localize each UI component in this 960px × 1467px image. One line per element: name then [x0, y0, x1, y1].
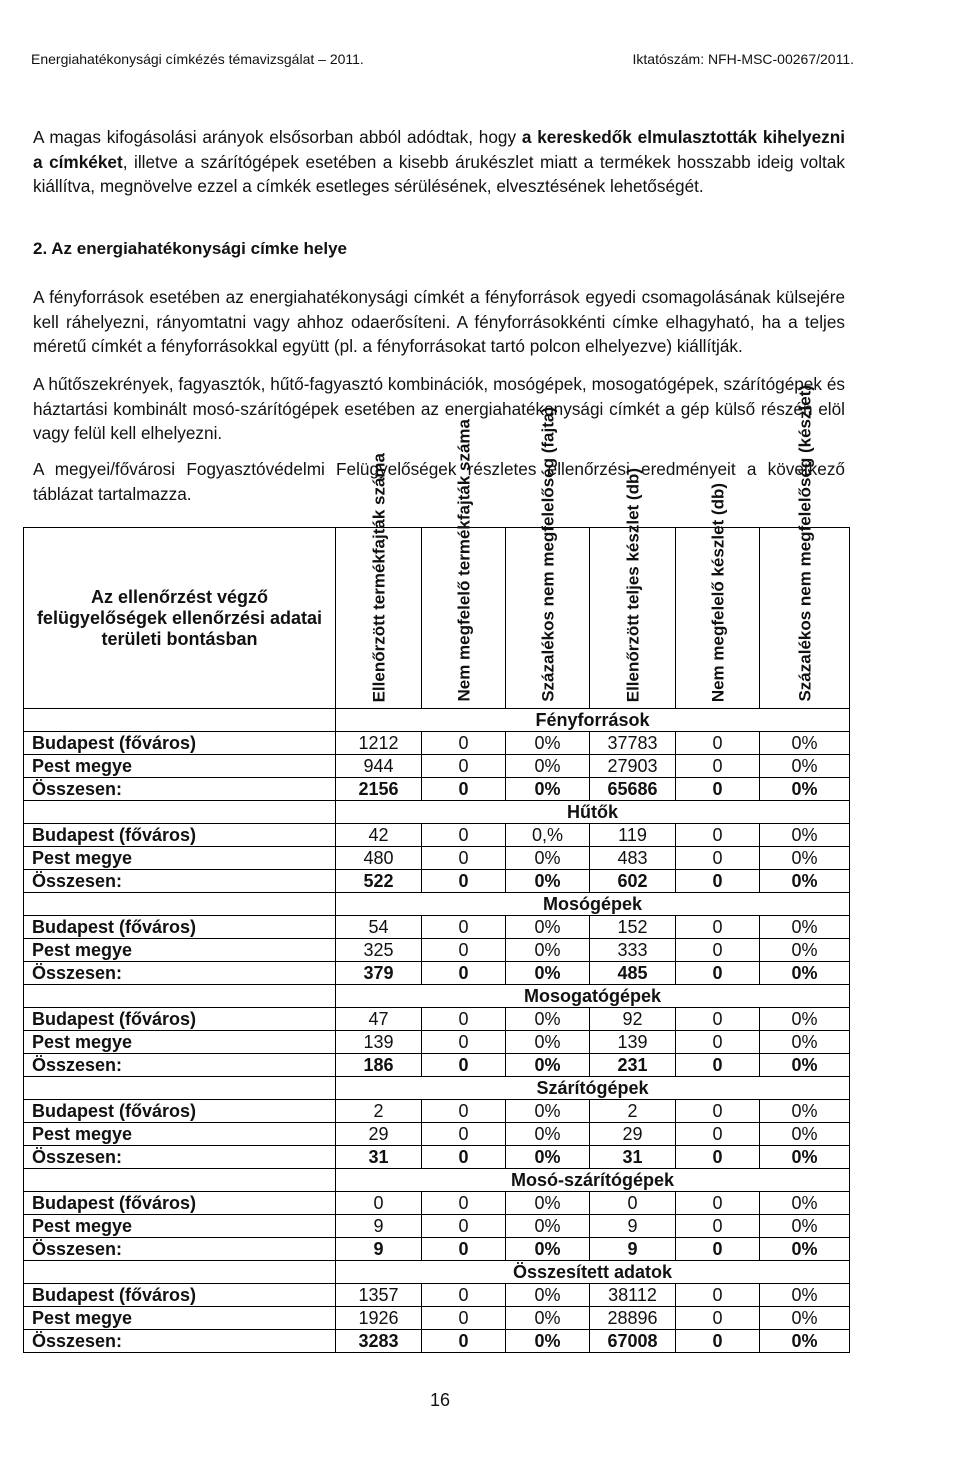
- row-label: Budapest (főváros): [24, 1192, 336, 1215]
- table-cell: 0%: [506, 1146, 590, 1169]
- section-title: Mosó-szárítógépek: [336, 1169, 850, 1192]
- table-cell: 0: [676, 916, 760, 939]
- table-row: [24, 1008, 850, 1031]
- table-row: [24, 916, 850, 939]
- table-row: [24, 847, 850, 870]
- table-cell: 379: [336, 962, 422, 985]
- table-row: [24, 1330, 850, 1353]
- paragraph-intro: [33, 125, 845, 199]
- table-cell: 31: [336, 1146, 422, 1169]
- row-label: Budapest (főváros): [24, 916, 336, 939]
- table-row: [24, 1123, 850, 1146]
- table-cell: 0: [422, 824, 506, 847]
- table-cell: 0: [676, 1284, 760, 1307]
- table-cell: 54: [336, 916, 422, 939]
- table-cell: 0: [422, 1123, 506, 1146]
- table-cell: 0: [590, 1192, 676, 1215]
- table-cell: 9: [336, 1238, 422, 1261]
- table-cell: 0: [676, 939, 760, 962]
- table-cell: 0%: [506, 732, 590, 755]
- row-label: Pest megye: [24, 755, 336, 778]
- table-row: [24, 939, 850, 962]
- table-cell: 0%: [760, 1238, 850, 1261]
- table-cell: 0%: [760, 1123, 850, 1146]
- table-row: [24, 1215, 850, 1238]
- section-title: Mosógépek: [336, 893, 850, 916]
- table-cell: 0%: [760, 1054, 850, 1077]
- table-cell: 0%: [760, 755, 850, 778]
- table-cell: 0%: [506, 1123, 590, 1146]
- column-header: Nem megfelelő készlet (db): [676, 528, 760, 709]
- table-cell: 0%: [506, 1215, 590, 1238]
- section-title: Mosogatógépek: [336, 985, 850, 1008]
- table-cell: 1926: [336, 1307, 422, 1330]
- row-label: Pest megye: [24, 1031, 336, 1054]
- section-title: Összesített adatok: [336, 1261, 850, 1284]
- table-cell: 0: [422, 778, 506, 801]
- table-header-row: [24, 528, 850, 709]
- table-cell: 0: [422, 1008, 506, 1031]
- table-cell: 0: [676, 1146, 760, 1169]
- table-cell: 0: [676, 1100, 760, 1123]
- table-cell: 119: [590, 824, 676, 847]
- table-cell: 9: [336, 1215, 422, 1238]
- table-cell: 0: [676, 1238, 760, 1261]
- section-row: [24, 801, 850, 824]
- table-cell: 37783: [590, 732, 676, 755]
- section-row-blank: [24, 1261, 336, 1284]
- para1-bold: a kereskedők elmulasztották kihelyezni a címkéket: [33, 127, 845, 172]
- section-row: [24, 709, 850, 732]
- section-heading: 2. Az energiahatékonysági címke helye: [33, 239, 348, 258]
- table-cell: 0%: [760, 1031, 850, 1054]
- row-label: Budapest (főváros): [24, 1284, 336, 1307]
- table-cell: 0%: [760, 778, 850, 801]
- table-cell: 0: [676, 962, 760, 985]
- table-cell: 0%: [506, 1100, 590, 1123]
- table-cell: 0%: [506, 1031, 590, 1054]
- row-label: Pest megye: [24, 1307, 336, 1330]
- table-row: [24, 1100, 850, 1123]
- table-row: [24, 1192, 850, 1215]
- table-cell: 0%: [760, 1284, 850, 1307]
- table-cell: 522: [336, 870, 422, 893]
- table-row: [24, 1284, 850, 1307]
- column-header: Ellenőrzött teljes készlet (db): [590, 528, 676, 709]
- table-cell: 0%: [760, 847, 850, 870]
- table-cell: 186: [336, 1054, 422, 1077]
- column-header: Ellenőrzött termékfajták száma: [336, 528, 422, 709]
- table-cell: 0: [422, 1215, 506, 1238]
- table-cell: 0: [676, 1330, 760, 1353]
- table-cell: 0: [676, 778, 760, 801]
- table-cell: 0%: [506, 1330, 590, 1353]
- table-cell: 0: [422, 1146, 506, 1169]
- column-header: Nem megfelelő termékfajták száma: [422, 528, 506, 709]
- row-label: Budapest (főváros): [24, 732, 336, 755]
- table-cell: 0%: [506, 1284, 590, 1307]
- table-cell: 0%: [506, 962, 590, 985]
- row-label: Budapest (főváros): [24, 1100, 336, 1123]
- table-cell: 0: [422, 870, 506, 893]
- row-label: Pest megye: [24, 847, 336, 870]
- table-cell: 0%: [506, 847, 590, 870]
- table-cell: 0%: [760, 1100, 850, 1123]
- section-row-blank: [24, 893, 336, 916]
- table-cell: 0: [422, 1307, 506, 1330]
- table-cell: 0%: [760, 1330, 850, 1353]
- table-cell: 38112: [590, 1284, 676, 1307]
- section-title: Szárítógépek: [336, 1077, 850, 1100]
- table-row: [24, 1146, 850, 1169]
- table-cell: 0%: [506, 1008, 590, 1031]
- table-cell: 2: [590, 1100, 676, 1123]
- row-label: Pest megye: [24, 1215, 336, 1238]
- table-cell: 0: [422, 1238, 506, 1261]
- section-title: Fényforrások: [336, 709, 850, 732]
- table-cell: 0: [676, 1008, 760, 1031]
- table-cell: 0%: [760, 962, 850, 985]
- table-cell: 65686: [590, 778, 676, 801]
- paragraph-light-sources: A fényforrások esetében az energiahatékonysági címkét a fényforrások egyedi csomagolásának külsejére kell ráhelyezni, rányomtatni vagy ahhoz odaerősíteni. A fényforrásokkénti címke elhagyható, ha a teljes méretű címkét a fényforrásokkal együtt (pl. a fényforrásokat tartó polcon elhelyezve) kiállítják.: [33, 287, 845, 356]
- table-row: [24, 824, 850, 847]
- table-cell: 0: [422, 962, 506, 985]
- section-row: [24, 1077, 850, 1100]
- table-cell: 602: [590, 870, 676, 893]
- table-cell: 9: [590, 1215, 676, 1238]
- paragraph-appliances: A hűtőszekrények, fagyasztók, hűtő-fagyasztó kombinációk, mosógépek, mosogatógépek, szárítógépek és háztartási kombinált mosó-szárítógépek esetében az energiahatékonysági címkét a gép külső részén elöl vagy felül kell elhelyezni.: [33, 374, 845, 443]
- table-row: [24, 1031, 850, 1054]
- table-cell: 483: [590, 847, 676, 870]
- table-cell: 31: [590, 1146, 676, 1169]
- section-row-blank: [24, 801, 336, 824]
- table-cell: 325: [336, 939, 422, 962]
- table-cell: 0: [422, 755, 506, 778]
- row-label: Összesen:: [24, 1238, 336, 1261]
- table-cell: 0: [422, 916, 506, 939]
- section-row-blank: [24, 985, 336, 1008]
- section-title: Hűtők: [336, 801, 850, 824]
- table-cell: 0: [676, 847, 760, 870]
- table-cell: 0: [676, 1031, 760, 1054]
- table-cell: 0%: [760, 916, 850, 939]
- table-row: [24, 755, 850, 778]
- table-cell: 231: [590, 1054, 676, 1077]
- table-cell: 480: [336, 847, 422, 870]
- table-cell: 0: [422, 732, 506, 755]
- table-cell: 0%: [506, 1307, 590, 1330]
- section-row: [24, 985, 850, 1008]
- table-cell: 0: [676, 1123, 760, 1146]
- table-cell: 0: [676, 1307, 760, 1330]
- table-cell: 0%: [760, 1192, 850, 1215]
- section-row: [24, 1261, 850, 1284]
- table-cell: 485: [590, 962, 676, 985]
- table-cell: 42: [336, 824, 422, 847]
- table-cell: 0: [676, 755, 760, 778]
- table-cell: 944: [336, 755, 422, 778]
- table-cell: 0: [676, 732, 760, 755]
- table-cell: 0: [676, 1215, 760, 1238]
- table-cell: 0: [676, 870, 760, 893]
- table-cell: 3283: [336, 1330, 422, 1353]
- table-row: [24, 1307, 850, 1330]
- table-cell: 0: [422, 939, 506, 962]
- para1-text-end: , illetve a szárítógépek esetében a kisebb árukészlet miatt a termékek hosszabb ideig voltak kiállítva, megnövelve ezzel a címkék esetleges sérülésének, elvesztésének lehetőségét.: [33, 151, 845, 196]
- row-label: Pest megye: [24, 939, 336, 962]
- paragraph-table-intro: A megyei/fővárosi Fogyasztóvédelmi Felügyelőségek részletes ellenőrzési eredményeit a következő táblázat tartalmazza.: [33, 459, 845, 504]
- table-cell: 0%: [760, 1146, 850, 1169]
- page-number: 16: [429, 1390, 451, 1410]
- table-row: [24, 1238, 850, 1261]
- header-reference-number: Iktatószám: NFH-MSC-00267/2011.: [632, 51, 854, 67]
- table-cell: 0: [422, 1054, 506, 1077]
- table-row: [24, 1054, 850, 1077]
- row-label: Budapest (főváros): [24, 824, 336, 847]
- section-row: [24, 893, 850, 916]
- table-cell: 0: [422, 1031, 506, 1054]
- para1-text-start: A magas kifogásolási arányok elsősorban abból adódtak, hogy: [33, 127, 522, 147]
- table-cell: 139: [590, 1031, 676, 1054]
- table-cell: 0%: [760, 939, 850, 962]
- table-cell: 0: [336, 1192, 422, 1215]
- table-cell: 0: [676, 824, 760, 847]
- row-label: Összesen:: [24, 1330, 336, 1353]
- table-cell: 0%: [506, 1238, 590, 1261]
- table-cell: 29: [590, 1123, 676, 1146]
- row-label: Összesen:: [24, 778, 336, 801]
- table-cell: 67008: [590, 1330, 676, 1353]
- row-label: Budapest (főváros): [24, 1008, 336, 1031]
- section-row-blank: [24, 1077, 336, 1100]
- table-cell: 0%: [760, 870, 850, 893]
- table-cell: 2: [336, 1100, 422, 1123]
- table-cell: 9: [590, 1238, 676, 1261]
- column-header: Százalékos nem megfelelőség (készlet): [760, 528, 850, 709]
- row-label: Összesen:: [24, 1146, 336, 1169]
- table-cell: 0%: [506, 778, 590, 801]
- table-cell: 92: [590, 1008, 676, 1031]
- column-header: Százalékos nem megfelelőség (fajta): [506, 528, 590, 709]
- table-cell: 28896: [590, 1307, 676, 1330]
- section-row: [24, 1169, 850, 1192]
- table-cell: 47: [336, 1008, 422, 1031]
- table-cell: 0: [422, 1284, 506, 1307]
- table-cell: 0%: [506, 1054, 590, 1077]
- table-cell: 29: [336, 1123, 422, 1146]
- table-cell: 0: [422, 1330, 506, 1353]
- table-cell: 0: [422, 847, 506, 870]
- table-cell: 0: [676, 1192, 760, 1215]
- table-cell: 0: [422, 1192, 506, 1215]
- table-cell: 0%: [760, 824, 850, 847]
- table-row: [24, 778, 850, 801]
- table-row: [24, 962, 850, 985]
- table-row: [24, 870, 850, 893]
- row-label: Összesen:: [24, 870, 336, 893]
- table-cell: 0: [676, 1054, 760, 1077]
- table-cell: 152: [590, 916, 676, 939]
- section-row-blank: [24, 709, 336, 732]
- table-cell: 2156: [336, 778, 422, 801]
- table-row: [24, 732, 850, 755]
- table-cell: 139: [336, 1031, 422, 1054]
- table-cell: 0%: [506, 1192, 590, 1215]
- table-cell: 333: [590, 939, 676, 962]
- table-corner-header: Az ellenőrzést végző felügyelőségek ellenőrzési adatai területi bontásban: [24, 528, 336, 709]
- table-cell: 0%: [760, 1215, 850, 1238]
- row-label: Összesen:: [24, 962, 336, 985]
- table-cell: 27903: [590, 755, 676, 778]
- header-title: Energiahatékonysági címkézés témavizsgálat – 2011.: [31, 51, 364, 67]
- table-cell: 0%: [506, 916, 590, 939]
- table-cell: 0,%: [506, 824, 590, 847]
- section-row-blank: [24, 1169, 336, 1192]
- table-cell: 0%: [760, 1008, 850, 1031]
- table-cell: 0%: [506, 870, 590, 893]
- table-cell: 0%: [506, 939, 590, 962]
- row-label: Pest megye: [24, 1123, 336, 1146]
- table-cell: 1357: [336, 1284, 422, 1307]
- table-cell: 0%: [760, 732, 850, 755]
- table-cell: 0: [422, 1100, 506, 1123]
- table-cell: 1212: [336, 732, 422, 755]
- row-label: Összesen:: [24, 1054, 336, 1077]
- table-cell: 0%: [760, 1307, 850, 1330]
- table-cell: 0%: [506, 755, 590, 778]
